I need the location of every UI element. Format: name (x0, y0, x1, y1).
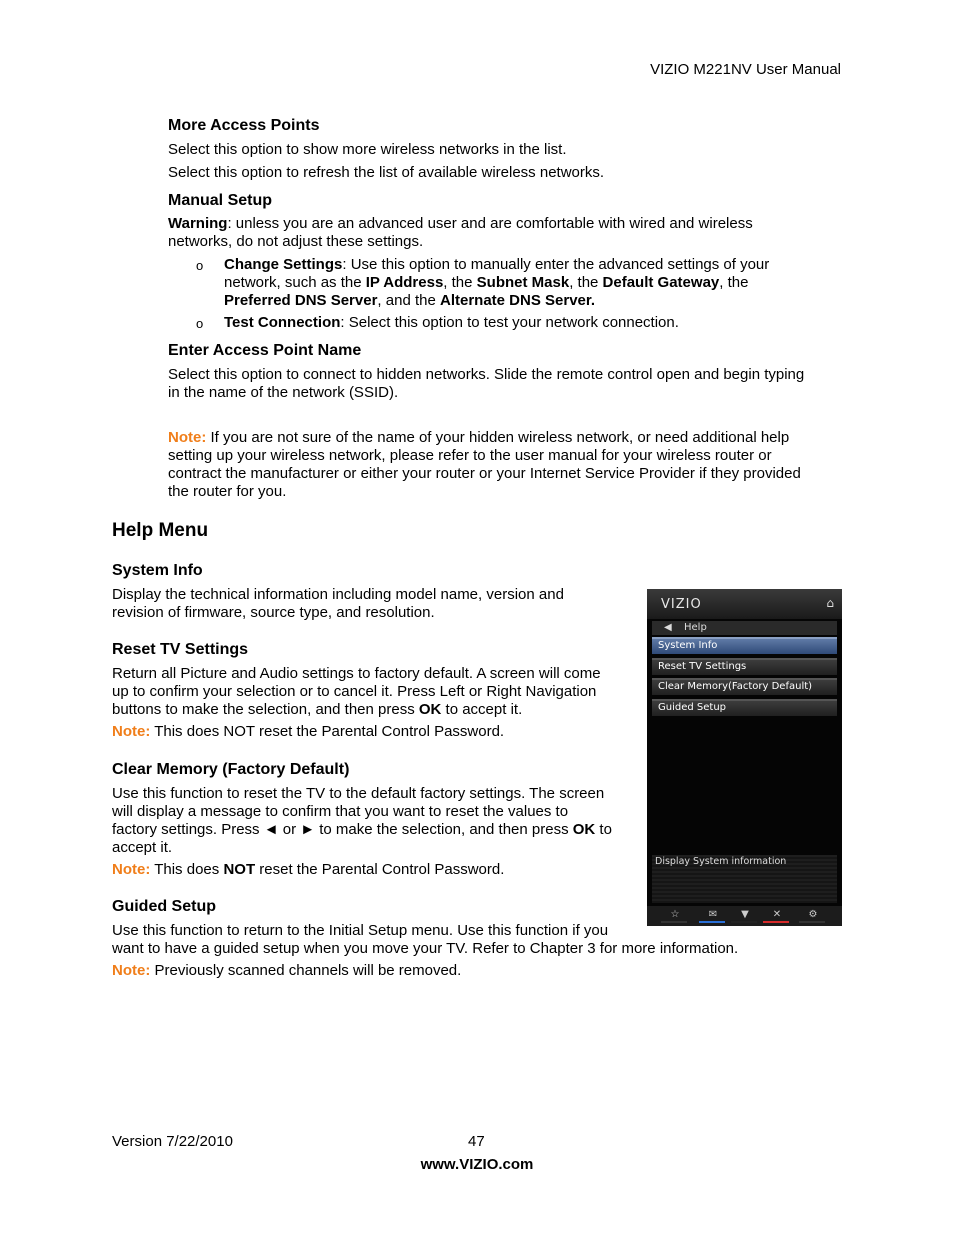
website-link[interactable]: www.VIZIO.com (420, 1156, 534, 1173)
exit-icon: ✕ (772, 909, 782, 920)
menu-icon: ✉ (708, 909, 718, 920)
tv-menu-item-clear-memory: Clear Memory(Factory Default) (652, 678, 837, 695)
button-color-bar (799, 921, 825, 923)
bullet-icon: o (196, 258, 204, 273)
paragraph: Use this function to return to the Initial Setup menu. Use this function if you want to have a guided setup when you move your TV. Refer to Chapter 3 for more information. (112, 922, 739, 957)
warning-paragraph: Warning: unless you are an advanced user and are comfortable with wired and wireless networks, do not adjust these settings. (168, 215, 753, 250)
tv-top-bar (647, 589, 842, 619)
gear-icon: ⚙ (808, 909, 818, 920)
paragraph: Display the technical information including model name, version and revision of firmware, source type, and resolution. (112, 586, 564, 621)
tv-menu-item-reset-tv-settings: Reset TV Settings (652, 658, 837, 675)
tv-help-menu-screenshot (647, 589, 842, 926)
guided-setup-heading: Guided Setup (112, 898, 216, 915)
note-paragraph: Note: This does NOT reset the Parental Control Password. (112, 861, 505, 878)
warning-label: Warning (168, 215, 228, 232)
tv-info-panel (652, 855, 837, 903)
enter-access-point-heading: Enter Access Point Name (168, 342, 362, 359)
manual-title: VIZIO M221NV User Manual (650, 61, 841, 78)
button-color-bar (731, 921, 757, 923)
tv-menu-item-system-info: System Info (652, 637, 837, 654)
test-connection-item: Test Connection: Select this option to test your network connection. (224, 314, 679, 331)
version-text: Version 7/22/2010 (112, 1133, 233, 1150)
paragraph: Use this function to reset the TV to the default factory settings. The screen will display a message to confirm that you want to reset the values to factory settings. Press ◄ or ► to make the selection, and then press OK to accept it. (112, 785, 612, 856)
paragraph: Select this option to refresh the list of available wireless networks. (168, 164, 605, 181)
note-paragraph: Note: Previously scanned channels will be removed. (112, 962, 462, 979)
tv-info-text: Display System information (655, 856, 787, 867)
note-label: Note: (168, 429, 207, 446)
tv-back-row (652, 621, 837, 635)
help-menu-heading: Help Menu (112, 520, 209, 541)
tv-back-label: Help (684, 622, 707, 633)
back-arrow-icon: ◀ (664, 622, 672, 633)
button-color-bar (661, 921, 687, 923)
star-icon: ☆ (670, 909, 680, 920)
button-color-bar (763, 921, 789, 923)
tv-menu-item-guided-setup: Guided Setup (652, 699, 837, 716)
more-access-points-heading: More Access Points (168, 117, 320, 134)
clear-memory-heading: Clear Memory (Factory Default) (112, 761, 350, 778)
button-color-bar (699, 921, 725, 923)
reset-tv-heading: Reset TV Settings (112, 641, 249, 658)
change-settings-item: Change Settings: Use this option to manually enter the advanced settings of your network, such as the IP Address, the Subnet Mask, the Default Gateway, the Preferred DNS Server, and the Alternate DNS Server. (224, 256, 770, 309)
paragraph: Return all Picture and Audio settings to factory default. A screen will come up to confirm your selection or to cancel it. Press Left or Right Navigation buttons to make the selection, and then press OK to accept it. (112, 665, 601, 718)
vizio-v-icon: ▼ (741, 909, 749, 920)
paragraph: Select this option to connect to hidden networks. Slide the remote control open and begin typing in the name of the network (SSID). (168, 366, 805, 401)
vizio-logo: VIZIO (661, 597, 702, 612)
system-info-heading: System Info (112, 562, 203, 579)
paragraph: Select this option to show more wireless networks in the list. (168, 141, 567, 158)
note-paragraph: Note: This does NOT reset the Parental Control Password. (112, 723, 505, 740)
home-icon: ⌂ (826, 596, 834, 610)
manual-setup-heading: Manual Setup (168, 192, 273, 209)
bullet-icon: o (196, 316, 204, 331)
tv-bottom-bar (647, 906, 842, 926)
page-number: 47 (468, 1133, 485, 1150)
note-paragraph: Note: If you are not sure of the name of your hidden wireless network, or need additional help setting up your wireless network, please refer to the user manual for your wireless router or contract the manufacturer or either your router or your Internet Service Provider if they provided the router for you. (168, 429, 801, 500)
